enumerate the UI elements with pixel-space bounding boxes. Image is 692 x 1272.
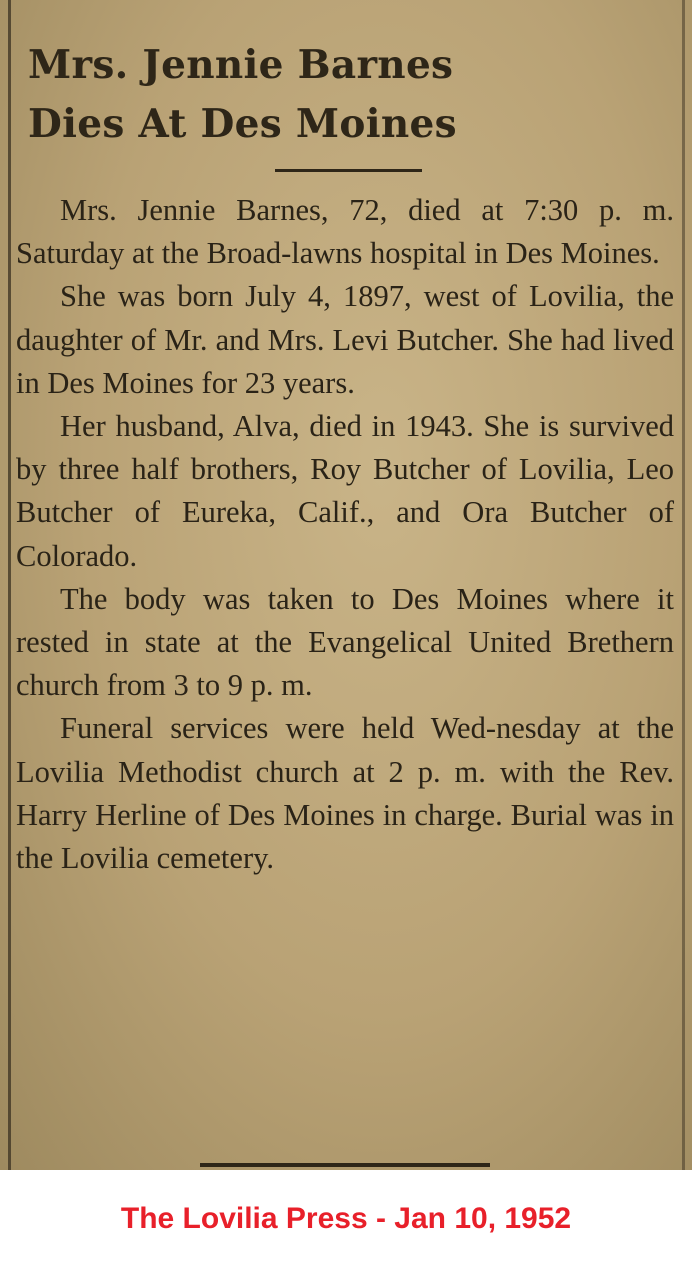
- headline: [28, 36, 668, 154]
- article-body: [16, 189, 674, 880]
- headline-divider: [275, 169, 422, 172]
- bottom-divider: [200, 1163, 490, 1167]
- paragraph-death: Mrs. Jennie Barnes, 72, died at 7:30 p. m. Saturday at the Broad-lawns hospital in Des Moines.: [16, 193, 674, 271]
- paragraph-birth: She was born July 4, 1897, west of Lovilia, the daughter of Mr. and Mrs. Levi Butcher. She had lived in Des Moines for 23 years.: [16, 279, 674, 400]
- headline-line-2: Dies At Des Moines: [28, 101, 457, 147]
- column-rule-right: [682, 0, 685, 1170]
- paragraph-visitation: The body was taken to Des Moines where it rested in state at the Evangelical United Brethern church from 3 to 9 p. m.: [16, 581, 674, 703]
- headline-line-1: Mrs. Jennie Barnes: [28, 42, 454, 88]
- paragraph-survivors: Her husband, Alva, died in 1943. She is survived by three half brothers, Roy Butcher of Lovilia, Leo Butcher of Eureka, Calif., and Ora Butcher of Colorado.: [16, 409, 674, 573]
- source-caption: The Lovilia Press - Jan 10, 1952: [120, 1202, 572, 1235]
- paragraph-funeral: Funeral services were held Wed-nesday at the Lovilia Methodist church at 2 p. m. with the Rev. Harry Herline of Des Moines in charge. Burial was in the Lovilia cemetery.: [16, 711, 674, 876]
- column-rule-left: [8, 0, 11, 1170]
